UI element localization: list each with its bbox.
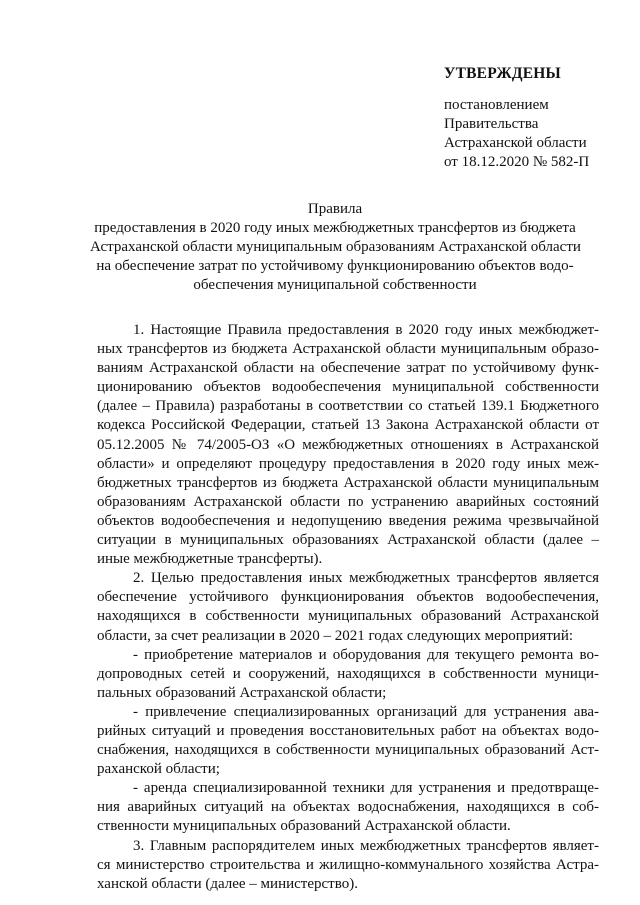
paragraph-line: бюджетных трансфертов из бюджета Астраханской области муниципальным	[97, 474, 599, 491]
title-line: Астраханской области муниципальным образованиям Астраханской области	[90, 239, 581, 255]
paragraph-line: 3. Главным распорядителем иных межбюджетных трансфертов являет-	[133, 837, 599, 854]
paragraph-line: (далее – Правила) разработаны в соответствии со статьей 139.1 Бюджетного	[97, 398, 599, 415]
paragraph-line: пальных образований Астраханской области;	[97, 684, 387, 701]
paragraph-line: раханской области;	[97, 761, 220, 778]
approval-stamp	[444, 64, 634, 172]
approval-line: от 18.12.2020 № 582-П	[444, 154, 590, 170]
document-body	[97, 321, 599, 894]
approval-heading: УТВЕРЖДЕНЫ	[444, 65, 561, 82]
paragraph-line: - приобретение материалов и оборудования для текущего ремонта во-	[133, 646, 599, 663]
paragraph-line: допроводных сетей и сооружений, находящихся в собственности муници-	[97, 665, 599, 682]
paragraph-line: области, за счет реализации в 2020 – 2021 годах следующих мероприятий:	[97, 627, 574, 644]
document-title	[90, 200, 580, 295]
paragraph-line: ханской области (далее – министерство).	[97, 875, 358, 892]
paragraph-line: - привлечение специализированных организаций для устранения ава-	[133, 703, 599, 720]
title-line: обеспечения муниципальной собственности	[193, 277, 477, 293]
paragraph-line: объектов водообеспечения и недопущению введения режима чрезвычайной	[97, 512, 599, 529]
approval-line: Астраханской области	[444, 135, 587, 151]
paragraph	[97, 646, 599, 703]
paragraph-line: ния аварийных ситуаций на объектах водоснабжения, находящихся в соб-	[97, 799, 599, 816]
paragraph-line: снабжения, находящихся в собственности муниципальных образований Аст-	[97, 742, 599, 759]
paragraph-line: обеспечение устойчивого функционирования объектов водообеспечения,	[97, 589, 599, 606]
title-line: предоставления в 2020 году иных межбюджетных трансфертов из бюджета	[94, 220, 576, 236]
paragraph	[97, 569, 599, 645]
paragraph-line: ваниям Астраханской области на обеспечение затрат по устойчивому функ-	[97, 360, 599, 377]
paragraph-line: кодекса Российской Федерации, статьей 13 Закона Астраханской области от	[97, 417, 599, 434]
approval-line: постановлением	[444, 97, 549, 113]
title-line: на обеспечение затрат по устойчивому функционированию объектов водо-	[96, 258, 574, 274]
paragraph	[97, 321, 599, 569]
paragraph-line: ционированию объектов водообеспечения муниципальной собственности	[97, 379, 599, 396]
paragraph-line: рийных ситуаций и проведения восстановительных работ на объектах водо-	[97, 722, 599, 739]
paragraph-line: 2. Целью предоставления иных межбюджетных трансфертов является	[133, 570, 599, 587]
paragraph-line: ся министерство строительства и жилищно-коммунального хозяйства Астра-	[97, 856, 599, 873]
paragraph-line: образованиям Астраханской области по устранению аварийных состояний	[97, 493, 599, 510]
title-word: Правила	[307, 201, 363, 217]
paragraph-line: ситуации в муниципальных образованиях Астраханской области (далее –	[97, 532, 599, 549]
paragraph	[97, 837, 599, 894]
paragraph-line: области» и определяют процедуру предоставления в 2020 году иных меж-	[97, 455, 599, 472]
paragraph-line: иные межбюджетные трансферты).	[97, 551, 323, 568]
paragraph	[97, 703, 599, 779]
paragraph-line: 05.12.2005 № 74/2005-ОЗ «О межбюджетных отношениях в Астраханской	[97, 436, 599, 453]
paragraph-line: ственности муниципальных образований Астраханской области.	[97, 818, 511, 835]
paragraph	[97, 779, 599, 836]
paragraph-line: - аренда специализированной техники для устранения и предотвраще-	[133, 780, 599, 797]
paragraph-line: находящихся в собственности муниципальных образований Астраханской	[97, 608, 599, 625]
approval-line: Правительства	[444, 116, 539, 132]
paragraph-line: ных трансфертов из бюджета Астраханской области муниципальным образо-	[97, 341, 599, 358]
paragraph-line: 1. Настоящие Правила предоставления в 2020 году иных межбюджет-	[133, 322, 599, 338]
